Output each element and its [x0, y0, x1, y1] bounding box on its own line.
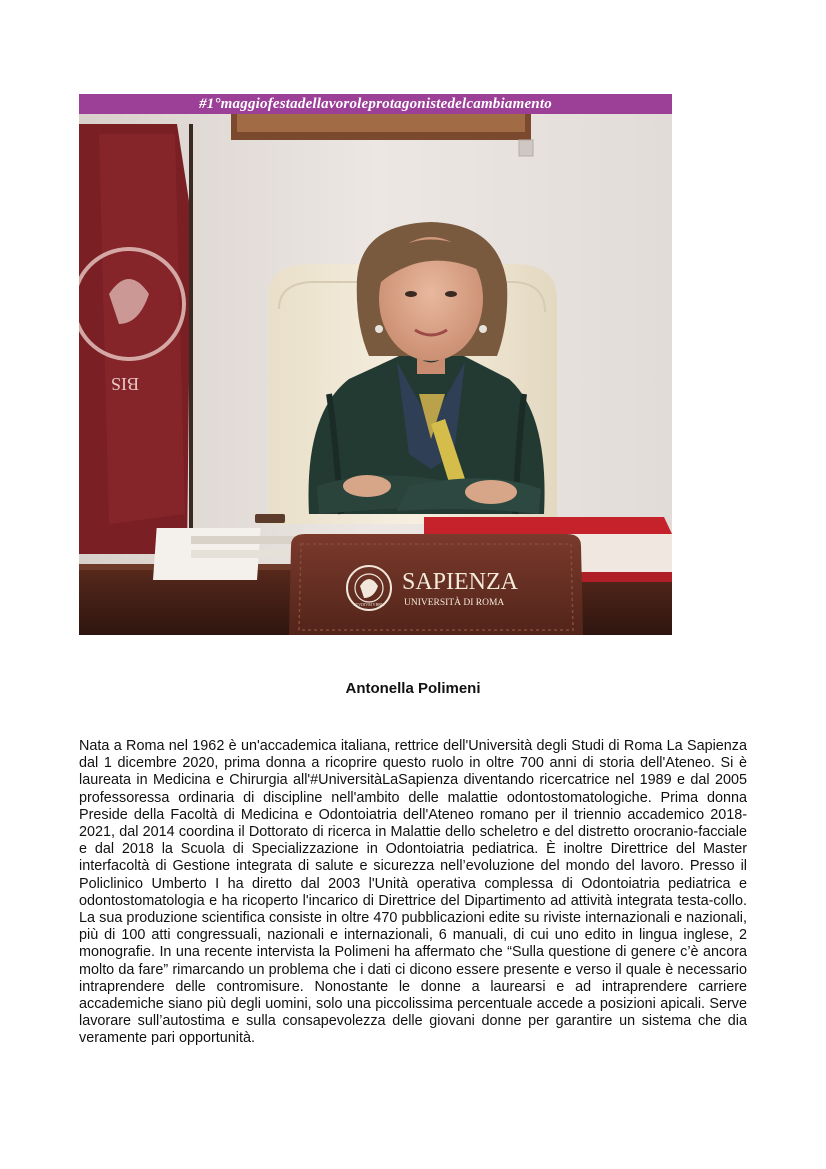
flag-text: BIS [110, 374, 139, 394]
person-name-heading: Antonella Polimeni [345, 680, 481, 697]
nameplate [289, 534, 583, 635]
hashtag-banner: #1°maggiofestadellavoroleprotagonistedelcambiamento [79, 94, 672, 114]
nameplate-sub: UNIVERSITÀ DI ROMA [404, 598, 505, 608]
nameplate-brand: SAPIENZA [402, 569, 519, 595]
biography-paragraph: Nata a Roma nel 1962 è un'accademica italiana, rettrice dell'Università degli Studi di Roma La Sapienza dal 1 dicembre 2020, prima donna a ricoprire questo ruolo in oltre 700 anni di storia dell'Ateneo. Si è laureata in Medicina e Chirurgia all'#UniversitàLaSapienza diventando ricercatrice nel 1989 e dal 2005 professoressa ordinaria di discipline nell'ambito delle malattie odontostomatologiche. Prima donna Preside della Facoltà di Medicina e Odontoiatria dell'Ateneo romano per il triennio accademico 2018-2021, dal 2014 coordina il Dottorato di ricerca in Malattie dello scheletro e del distretto orocranio-facciale e dal 2018 la Scuola di Specializzazione in Odontoiatria pediatrica. È inoltre Direttrice del Master interfacoltà di Gestione integrata di salute e sicurezza nell’evoluzione del mondo del lavoro. Presso il Policlinico Umberto I ha diretto dal 2003 l'Unità operativa complessa di Odontoiatria pediatrica e odontostomatologia e ha ricoperto l'incarico di Direttrice del Dipartimento ad attività integrata testa-collo. La sua produzione scientifica consiste in oltre 470 pubblicazioni edite su riviste internazionali e nazionali, più di 100 atti congressuali, nazionali e internazionali, 6 manuali, di cui uno edito in lingua inglese, 2 monografie. In una recente intervista la Polimeni ha affermato che “Sulla questione di genere c’è ancora molto da fare” rimarcando un problema che i dati ci dicono essere presente e verso il quale è necessario intraprendere delle contromisure. Nonostante le donne a laurearsi e ad intraprendere carriere accademiche siano più degli uomini, solo una piccolissima percentuale accede a posizioni apicali. Serve lavorare sull’autostima e sulla consapevolezza delle giovani donne per garantire un sistema che dia veramente pari opportunità. [79, 738, 747, 1047]
photo-scene [79, 94, 672, 635]
sapienza-flag [79, 124, 191, 554]
seal-text: STVDIVM VRBIS [353, 602, 385, 607]
portrait-photo [79, 94, 672, 635]
